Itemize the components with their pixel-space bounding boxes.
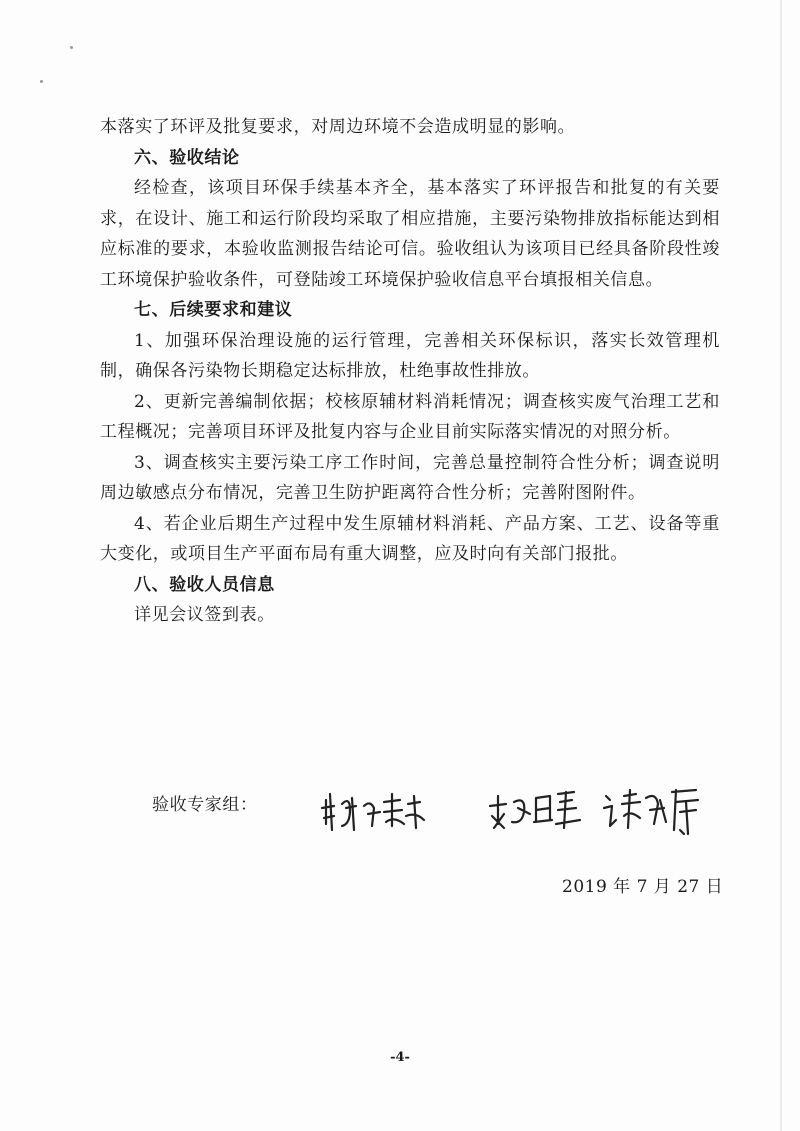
scan-speck [70, 46, 73, 49]
heading-follow-up: 七、后续要求和建议 [134, 300, 293, 320]
paragraph-conclusion: 经检查，该项目环保手续基本齐全，基本落实了环评报告和批复的有关要求，在设计、施工和运行阶段均采取了相应措施，主要污染物排放指标能达到相应标准的要求，本验收监测报告结论可信。验收组认为该项目已经具备阶段性竣工环境保护验收条件，可登陆竣工环境保护验收信息平台填报相关信息。 [100, 178, 720, 290]
signature-2 [488, 784, 588, 842]
expert-group-label: 验收专家组： [152, 795, 258, 815]
signature-3 [600, 782, 708, 846]
document-body [100, 112, 720, 631]
scan-edge [780, 0, 782, 1131]
paragraph-requirement-4: 4、若企业后期生产过程中发生原辅材料消耗、产品方案、工艺、设备等重大变化，或项目生产平面布局有重大调整，应及时向有关部门报批。 [100, 513, 720, 564]
signature-1 [320, 786, 430, 842]
paragraph-requirement-2: 2、更新完善编制依据；校核原辅材料消耗情况；调查核实废气治理工艺和工程概况；完善项目环评及批复内容与企业目前实际落实情况的对照分析。 [100, 391, 720, 442]
scan-speck [40, 80, 43, 83]
signature-block [148, 784, 728, 854]
paragraph-requirement-3: 3、调查核实主要污染工序工作时间，完善总量控制符合性分析；调查说明周边敏感点分布情况，完善卫生防护距离符合性分析；完善附图附件。 [100, 452, 720, 503]
heading-acceptance-conclusion: 六、验收结论 [134, 147, 240, 168]
document-date: 2019 年 7 月 27 日 [562, 877, 724, 897]
heading-personnel: 八、验收人员信息 [134, 574, 275, 595]
page-number: -4- [390, 1050, 410, 1065]
paragraph-requirement-1: 1、加强环保治理设施的运行管理，完善相关环保标识，落实长效管理机制，确保各污染物长期稳定达标排放，杜绝事故性排放。 [100, 330, 720, 381]
paragraph-personnel: 详见会议签到表。 [134, 605, 275, 625]
paragraph-intro: 本落实了环评及批复要求，对周边环境不会造成明显的影响。 [100, 117, 576, 137]
